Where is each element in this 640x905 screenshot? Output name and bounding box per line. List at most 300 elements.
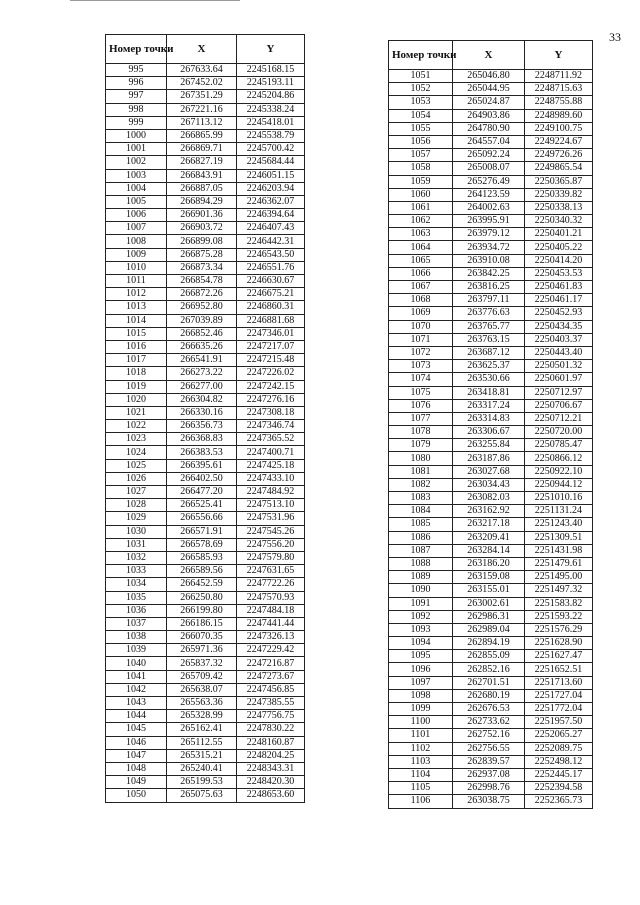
x-cell: 264557.04 — [453, 135, 525, 148]
point-number-cell: 1090 — [389, 584, 453, 597]
point-number-cell: 1091 — [389, 597, 453, 610]
x-cell: 262756.55 — [453, 742, 525, 755]
point-number-cell: 1056 — [389, 135, 453, 148]
point-number-cell: 1040 — [106, 657, 167, 670]
point-number-cell: 1092 — [389, 610, 453, 623]
table-row — [106, 143, 305, 156]
point-number-cell: 995 — [106, 64, 167, 77]
x-cell: 263038.75 — [453, 795, 525, 808]
point-number-cell: 1045 — [106, 723, 167, 736]
y-cell: 2250453.53 — [525, 267, 593, 280]
x-cell: 266869.71 — [167, 143, 237, 156]
x-cell: 266903.72 — [167, 222, 237, 235]
x-cell: 266304.82 — [167, 393, 237, 406]
header-x: X — [453, 41, 525, 70]
y-cell: 2250922.10 — [525, 465, 593, 478]
y-cell: 2247570.93 — [237, 591, 305, 604]
y-cell: 2247365.52 — [237, 433, 305, 446]
x-cell: 263317.24 — [453, 399, 525, 412]
y-cell: 2247425.18 — [237, 459, 305, 472]
x-cell: 263027.68 — [453, 465, 525, 478]
x-cell: 266556.66 — [167, 512, 237, 525]
point-number-cell: 1034 — [106, 578, 167, 591]
point-number-cell: 1066 — [389, 267, 453, 280]
x-cell: 266571.91 — [167, 525, 237, 538]
x-cell: 266873.34 — [167, 261, 237, 274]
x-cell: 266952.80 — [167, 301, 237, 314]
y-cell: 2251957.50 — [525, 716, 593, 729]
table-row — [106, 77, 305, 90]
table-row — [106, 617, 305, 630]
table-row — [106, 116, 305, 129]
y-cell: 2248755.88 — [525, 96, 593, 109]
table-row — [389, 215, 593, 228]
table-row — [389, 755, 593, 768]
y-cell: 2248711.92 — [525, 70, 593, 83]
point-number-cell: 1068 — [389, 294, 453, 307]
x-cell: 266186.15 — [167, 617, 237, 630]
table-row — [106, 446, 305, 459]
y-cell: 2250785.47 — [525, 439, 593, 452]
y-cell: 2250405.22 — [525, 241, 593, 254]
x-cell: 266843.91 — [167, 169, 237, 182]
point-number-cell: 1010 — [106, 261, 167, 274]
y-cell: 2250414.20 — [525, 254, 593, 267]
x-cell: 266250.80 — [167, 591, 237, 604]
table-row — [106, 776, 305, 789]
table-row — [106, 538, 305, 551]
point-number-cell: 1001 — [106, 143, 167, 156]
y-cell: 2247346.74 — [237, 420, 305, 433]
x-cell: 266865.99 — [167, 129, 237, 142]
table-row — [106, 169, 305, 182]
y-cell: 2245338.24 — [237, 103, 305, 116]
table-row — [389, 83, 593, 96]
y-cell: 2247722.26 — [237, 578, 305, 591]
x-cell: 262839.57 — [453, 755, 525, 768]
point-number-cell: 1043 — [106, 697, 167, 710]
point-number-cell: 999 — [106, 116, 167, 129]
point-number-cell: 1086 — [389, 531, 453, 544]
table-row — [389, 399, 593, 412]
x-cell: 263765.77 — [453, 320, 525, 333]
y-cell: 2246407.43 — [237, 222, 305, 235]
table-row — [389, 505, 593, 518]
point-number-cell: 1102 — [389, 742, 453, 755]
point-number-cell: 1011 — [106, 275, 167, 288]
x-cell: 267351.29 — [167, 90, 237, 103]
table-row — [106, 248, 305, 261]
y-cell: 2249224.67 — [525, 135, 593, 148]
y-cell: 2247326.13 — [237, 631, 305, 644]
table-row — [106, 525, 305, 538]
point-number-cell: 1018 — [106, 367, 167, 380]
y-cell: 2245418.01 — [237, 116, 305, 129]
y-cell: 2245204.86 — [237, 90, 305, 103]
x-cell: 263979.12 — [453, 228, 525, 241]
table-row — [389, 544, 593, 557]
table-row — [389, 518, 593, 531]
table-row — [389, 109, 593, 122]
point-number-cell: 1088 — [389, 557, 453, 570]
y-cell: 2245193.11 — [237, 77, 305, 90]
x-cell: 264903.86 — [453, 109, 525, 122]
header-point-number: Номер точки — [389, 41, 453, 70]
x-cell: 266402.50 — [167, 472, 237, 485]
point-number-cell: 1038 — [106, 631, 167, 644]
x-cell: 262855.09 — [453, 650, 525, 663]
table-row — [106, 340, 305, 353]
y-cell: 2252445.17 — [525, 768, 593, 781]
y-cell: 2247229.42 — [237, 644, 305, 657]
y-cell: 2247545.26 — [237, 525, 305, 538]
point-number-cell: 1052 — [389, 83, 453, 96]
table-row — [106, 762, 305, 775]
x-cell: 266356.73 — [167, 420, 237, 433]
table-row — [389, 478, 593, 491]
point-number-cell: 1077 — [389, 412, 453, 425]
y-cell: 2250712.21 — [525, 412, 593, 425]
y-cell: 2247484.92 — [237, 486, 305, 499]
y-cell: 2247216.87 — [237, 657, 305, 670]
table-row — [106, 512, 305, 525]
y-cell: 2249726.26 — [525, 149, 593, 162]
point-number-cell: 1059 — [389, 175, 453, 188]
point-number-cell: 1005 — [106, 195, 167, 208]
x-cell: 263186.20 — [453, 557, 525, 570]
y-cell: 2251652.51 — [525, 663, 593, 676]
y-cell: 2250712.97 — [525, 386, 593, 399]
point-number-cell: 1074 — [389, 373, 453, 386]
point-number-cell: 1094 — [389, 637, 453, 650]
x-cell: 265044.95 — [453, 83, 525, 96]
point-number-cell: 1085 — [389, 518, 453, 531]
table-row — [389, 281, 593, 294]
table-row — [389, 492, 593, 505]
y-cell: 2251131.24 — [525, 505, 593, 518]
y-cell: 2252365.73 — [525, 795, 593, 808]
point-number-cell: 1083 — [389, 492, 453, 505]
y-cell: 2247276.16 — [237, 393, 305, 406]
table-row — [389, 386, 593, 399]
table-row — [389, 162, 593, 175]
point-number-cell: 1098 — [389, 689, 453, 702]
header-row — [106, 35, 305, 64]
table-row — [106, 578, 305, 591]
y-cell: 2247226.02 — [237, 367, 305, 380]
point-number-cell: 1029 — [106, 512, 167, 525]
point-number-cell: 1026 — [106, 472, 167, 485]
x-cell: 262894.19 — [453, 637, 525, 650]
x-cell: 265046.80 — [453, 70, 525, 83]
x-cell: 263082.03 — [453, 492, 525, 505]
table-row — [389, 294, 593, 307]
y-cell: 2251713.60 — [525, 676, 593, 689]
y-cell: 2247456.85 — [237, 683, 305, 696]
x-cell: 263162.92 — [453, 505, 525, 518]
point-number-cell: 1039 — [106, 644, 167, 657]
table-row — [389, 412, 593, 425]
x-cell: 266368.83 — [167, 433, 237, 446]
x-cell: 263995.91 — [453, 215, 525, 228]
table-row — [106, 459, 305, 472]
point-number-cell: 1053 — [389, 96, 453, 109]
x-cell: 263284.14 — [453, 544, 525, 557]
table-row — [389, 610, 593, 623]
point-number-cell: 1100 — [389, 716, 453, 729]
x-cell: 265315.21 — [167, 749, 237, 762]
y-cell: 2252498.12 — [525, 755, 593, 768]
table-row — [106, 275, 305, 288]
y-cell: 2246551.76 — [237, 261, 305, 274]
point-number-cell: 1064 — [389, 241, 453, 254]
point-number-cell: 1105 — [389, 782, 453, 795]
point-number-cell: 1032 — [106, 551, 167, 564]
y-cell: 2247484.18 — [237, 604, 305, 617]
x-cell: 266578.69 — [167, 538, 237, 551]
table-row — [389, 716, 593, 729]
x-cell: 266589.56 — [167, 565, 237, 578]
x-cell: 266070.35 — [167, 631, 237, 644]
point-number-cell: 1012 — [106, 288, 167, 301]
y-cell: 2248343.31 — [237, 762, 305, 775]
y-cell: 2246881.68 — [237, 314, 305, 327]
header-point-number: Номер точки — [106, 35, 167, 64]
x-cell: 266541.91 — [167, 354, 237, 367]
y-cell: 2248204.25 — [237, 749, 305, 762]
y-cell: 2251479.61 — [525, 557, 593, 570]
point-number-cell: 1047 — [106, 749, 167, 762]
table-row — [106, 288, 305, 301]
y-cell: 2247385.55 — [237, 697, 305, 710]
table-row — [106, 723, 305, 736]
x-cell: 266827.19 — [167, 156, 237, 169]
point-number-cell: 1016 — [106, 340, 167, 353]
point-number-cell: 1019 — [106, 380, 167, 393]
point-number-cell: 1044 — [106, 710, 167, 723]
table-row — [389, 188, 593, 201]
y-cell: 2251495.00 — [525, 571, 593, 584]
x-cell: 263159.08 — [453, 571, 525, 584]
x-cell: 265112.55 — [167, 736, 237, 749]
point-number-cell: 1079 — [389, 439, 453, 452]
point-number-cell: 1013 — [106, 301, 167, 314]
x-cell: 263034.43 — [453, 478, 525, 491]
point-number-cell: 996 — [106, 77, 167, 90]
y-cell: 2251576.29 — [525, 623, 593, 636]
table-row — [389, 795, 593, 808]
table-row — [106, 710, 305, 723]
point-number-cell: 1004 — [106, 182, 167, 195]
y-cell: 2249865.54 — [525, 162, 593, 175]
table-row — [389, 729, 593, 742]
header-x: X — [167, 35, 237, 64]
point-number-cell: 1025 — [106, 459, 167, 472]
table-row — [389, 333, 593, 346]
table-row — [106, 697, 305, 710]
x-cell: 263797.11 — [453, 294, 525, 307]
y-cell: 2250601.97 — [525, 373, 593, 386]
x-cell: 267039.89 — [167, 314, 237, 327]
table-row — [389, 254, 593, 267]
x-cell: 266899.08 — [167, 235, 237, 248]
y-cell: 2247441.44 — [237, 617, 305, 630]
table-row — [106, 235, 305, 248]
y-cell: 2250434.35 — [525, 320, 593, 333]
x-cell: 265075.63 — [167, 789, 237, 802]
x-cell: 266525.41 — [167, 499, 237, 512]
y-cell: 2250501.32 — [525, 360, 593, 373]
point-number-cell: 1106 — [389, 795, 453, 808]
table-row — [389, 201, 593, 214]
x-cell: 266383.53 — [167, 446, 237, 459]
table-row — [106, 565, 305, 578]
x-cell: 262752.16 — [453, 729, 525, 742]
x-cell: 266901.36 — [167, 209, 237, 222]
table-row — [389, 584, 593, 597]
table-row — [106, 156, 305, 169]
point-number-cell: 1057 — [389, 149, 453, 162]
coordinates-table-left — [105, 34, 305, 803]
point-number-cell: 1087 — [389, 544, 453, 557]
y-cell: 2246051.15 — [237, 169, 305, 182]
x-cell: 262852.16 — [453, 663, 525, 676]
x-cell: 263002.61 — [453, 597, 525, 610]
y-cell: 2248653.60 — [237, 789, 305, 802]
table-row — [389, 122, 593, 135]
x-cell: 263934.72 — [453, 241, 525, 254]
table-row — [106, 182, 305, 195]
x-cell: 266635.26 — [167, 340, 237, 353]
table-row — [106, 301, 305, 314]
y-cell: 2247756.75 — [237, 710, 305, 723]
table-row — [106, 433, 305, 446]
x-cell: 265709.42 — [167, 670, 237, 683]
table-row — [106, 499, 305, 512]
table-row — [106, 129, 305, 142]
x-cell: 262680.19 — [453, 689, 525, 702]
x-cell: 266887.05 — [167, 182, 237, 195]
x-cell: 263418.81 — [453, 386, 525, 399]
table-row — [389, 465, 593, 478]
point-number-cell: 1054 — [389, 109, 453, 122]
x-cell: 263687.12 — [453, 346, 525, 359]
y-cell: 2250452.93 — [525, 307, 593, 320]
y-cell: 2251627.47 — [525, 650, 593, 663]
point-number-cell: 1055 — [389, 122, 453, 135]
x-cell: 263217.18 — [453, 518, 525, 531]
x-cell: 266277.00 — [167, 380, 237, 393]
table-row — [389, 663, 593, 676]
y-cell: 2247346.01 — [237, 327, 305, 340]
point-number-cell: 1060 — [389, 188, 453, 201]
table-row — [106, 657, 305, 670]
x-cell: 267113.12 — [167, 116, 237, 129]
x-cell: 263842.25 — [453, 267, 525, 280]
point-number-cell: 1014 — [106, 314, 167, 327]
y-cell: 2247433.10 — [237, 472, 305, 485]
y-cell: 2251772.04 — [525, 703, 593, 716]
y-cell: 2246362.07 — [237, 195, 305, 208]
point-number-cell: 1065 — [389, 254, 453, 267]
y-cell: 2247631.65 — [237, 565, 305, 578]
x-cell: 263187.86 — [453, 452, 525, 465]
x-cell: 263155.01 — [453, 584, 525, 597]
table-row — [389, 623, 593, 636]
point-number-cell: 1036 — [106, 604, 167, 617]
point-number-cell: 1022 — [106, 420, 167, 433]
x-cell: 263209.41 — [453, 531, 525, 544]
point-number-cell: 1061 — [389, 201, 453, 214]
y-cell: 2248420.30 — [237, 776, 305, 789]
y-cell: 2250339.82 — [525, 188, 593, 201]
y-cell: 2245684.44 — [237, 156, 305, 169]
table-row — [106, 644, 305, 657]
point-number-cell: 1073 — [389, 360, 453, 373]
x-cell: 265162.41 — [167, 723, 237, 736]
x-cell: 266395.61 — [167, 459, 237, 472]
point-number-cell: 1099 — [389, 703, 453, 716]
point-number-cell: 1015 — [106, 327, 167, 340]
table-row — [106, 314, 305, 327]
x-cell: 266452.59 — [167, 578, 237, 591]
header-row — [389, 41, 593, 70]
table-row — [106, 393, 305, 406]
table-row — [389, 307, 593, 320]
x-cell: 263763.15 — [453, 333, 525, 346]
x-cell: 264002.63 — [453, 201, 525, 214]
point-number-cell: 1031 — [106, 538, 167, 551]
table-row — [106, 261, 305, 274]
y-cell: 2252089.75 — [525, 742, 593, 755]
table-row — [389, 650, 593, 663]
y-cell: 2247830.22 — [237, 723, 305, 736]
y-cell: 2249100.75 — [525, 122, 593, 135]
table-row — [106, 90, 305, 103]
y-cell: 2246394.64 — [237, 209, 305, 222]
table-row — [389, 373, 593, 386]
x-cell: 266875.28 — [167, 248, 237, 261]
y-cell: 2247273.67 — [237, 670, 305, 683]
y-cell: 2247217.07 — [237, 340, 305, 353]
point-number-cell: 1000 — [106, 129, 167, 142]
table-row — [389, 703, 593, 716]
table-row — [389, 346, 593, 359]
x-cell: 263910.08 — [453, 254, 525, 267]
y-cell: 2246543.50 — [237, 248, 305, 261]
y-cell: 2252394.58 — [525, 782, 593, 795]
x-cell: 265240.41 — [167, 762, 237, 775]
table-row — [389, 175, 593, 188]
x-cell: 262676.53 — [453, 703, 525, 716]
point-number-cell: 1009 — [106, 248, 167, 261]
y-cell: 2251243.40 — [525, 518, 593, 531]
y-cell: 2250461.83 — [525, 281, 593, 294]
x-cell: 262733.62 — [453, 716, 525, 729]
point-number-cell: 1081 — [389, 465, 453, 478]
table-row — [106, 551, 305, 564]
point-number-cell: 1075 — [389, 386, 453, 399]
table-row — [106, 670, 305, 683]
point-number-cell: 1006 — [106, 209, 167, 222]
x-cell: 265328.99 — [167, 710, 237, 723]
x-cell: 263816.25 — [453, 281, 525, 294]
y-cell: 2247513.10 — [237, 499, 305, 512]
y-cell: 2250338.13 — [525, 201, 593, 214]
point-number-cell: 1041 — [106, 670, 167, 683]
table-row — [389, 439, 593, 452]
x-cell: 263255.84 — [453, 439, 525, 452]
